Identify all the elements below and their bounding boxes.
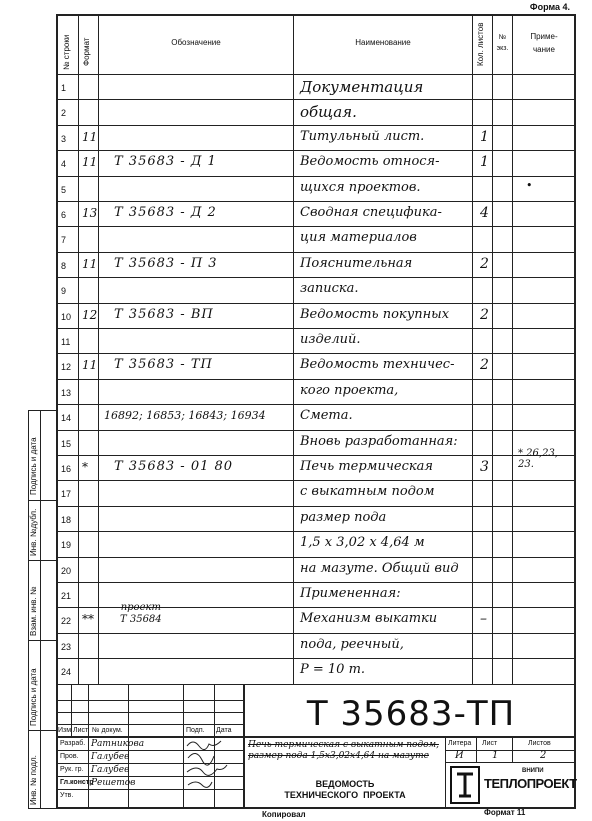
row-kol: 1 <box>480 154 489 171</box>
org-name: ТЕПЛОПРОЕКТ <box>484 776 577 791</box>
side-inv-dubl: Инв. №дубл. <box>29 508 38 556</box>
row-naimenovanie: записка. <box>300 281 359 297</box>
table-row <box>56 100 576 125</box>
row-format: 13 <box>82 206 98 220</box>
header-naimenovanie: Наименование <box>355 38 411 47</box>
row-naimenovanie: Ведомость техничес- <box>300 357 455 373</box>
row-oboznachenie: 16892; 16853; 16843; 16934 <box>104 409 266 423</box>
header-ekz: № экз. <box>496 34 509 52</box>
table-row <box>56 227 576 252</box>
row-number: 23 <box>61 641 72 652</box>
kopiroval-label: Копировал <box>262 810 306 819</box>
stamp-list-h: Лист <box>482 740 498 747</box>
row-naimenovanie: размер пода <box>300 509 387 525</box>
table-row <box>56 558 576 583</box>
row-number: 2 <box>61 108 67 119</box>
stamp-doc-title: ВЕДОМОСТЬ ТЕХНИЧЕСКОГО ПРОЕКТА <box>284 779 406 800</box>
row-naimenovanie: изделий. <box>300 332 361 347</box>
row-number: 24 <box>61 667 72 678</box>
table-row <box>56 253 576 278</box>
role-utv: Утв. <box>60 792 74 799</box>
header-row-number: № строки <box>62 34 71 70</box>
row-oboznachenie: Т 35683 - П 3 <box>114 255 218 271</box>
row-format: 11 <box>82 155 98 170</box>
row-number: 11 <box>61 337 71 347</box>
row-oboznachenie: Т 35683 - 01 80 <box>114 459 234 474</box>
table-row <box>56 634 576 659</box>
row-kol: 3 <box>480 459 489 475</box>
header-format: Формат <box>82 37 91 66</box>
side-podpis-data-1: Подпись и дата <box>29 437 38 495</box>
header-primechanie: Приме- чание <box>530 32 558 54</box>
row-naimenovanie: 1,5 х 3,02 х 4,64 м <box>300 535 425 551</box>
row-format: 11 <box>82 129 98 144</box>
row-kol: 2 <box>480 306 489 323</box>
row-oboznachenie: Т 35683 - Д 2 <box>114 205 217 220</box>
row-number: 5 <box>61 184 67 195</box>
row-naimenovanie: на мазуте. Общий вид <box>300 560 459 576</box>
row-naimenovanie: Вновь разработанная: <box>300 433 458 449</box>
row-naimenovanie: Титульный лист. <box>300 128 425 144</box>
row-number: 3 <box>61 133 67 144</box>
teploproekt-logo-icon <box>450 766 480 804</box>
forma-label-top: Форма 4. <box>529 2 570 12</box>
row-number: 21 <box>61 591 72 601</box>
stamp-data: Дата <box>216 727 232 734</box>
stamp-product-title: Печь термическая с выкатным подом, размер пода 1,5х3,02х4,64 на мазуте <box>248 740 439 761</box>
name-razrab: Ратникова <box>91 739 145 749</box>
stamp-code: Т 35683-ТП <box>306 694 516 734</box>
row-number: 22 <box>61 616 72 627</box>
row-number: 6 <box>61 210 67 220</box>
row-naimenovanie: Ведомость относя- <box>300 154 440 170</box>
table-row <box>56 602 576 633</box>
row-naimenovanie: Пояснительная <box>300 255 413 271</box>
stamp-podp: Подп. <box>186 727 205 734</box>
forma-label-bottom: Формат 11 <box>484 808 526 817</box>
role-gl-konstr: Гл.констр <box>60 779 94 786</box>
row-naimenovanie: Ведомость покупных <box>300 306 450 322</box>
side-podpis-data-2: Подпись и дата <box>29 668 38 726</box>
row-number: 16 <box>61 464 72 474</box>
table-row <box>56 202 576 227</box>
table-row <box>56 151 576 176</box>
role-ruk-gr: Рук. гр. <box>60 766 84 773</box>
row-oboznachenie: Т 35683 - ТП <box>114 357 213 373</box>
row-number: 13 <box>61 387 72 398</box>
row-naimenovanie: кого проекта, <box>300 382 399 398</box>
row-naimenovanie: Р = 10 т. <box>300 662 366 678</box>
row-naimenovanie: Смета. <box>300 408 353 424</box>
table-row <box>56 329 576 354</box>
table-row <box>56 532 576 557</box>
row-primechanie: • <box>526 178 533 192</box>
org-small: ВНИПИ <box>522 768 544 774</box>
row-kol: – <box>480 611 487 628</box>
row-number: 14 <box>61 413 72 424</box>
stamp-litera-value: И <box>455 750 464 761</box>
row-format: ** <box>82 612 94 627</box>
stamp-list: Лист <box>73 727 89 734</box>
stamp-list-value: 1 <box>492 750 499 761</box>
table-row <box>56 507 576 532</box>
frame-top <box>56 14 576 16</box>
stamp-litera: Литера <box>448 740 472 747</box>
header-kol-listov: Кол. листов <box>476 22 485 66</box>
table-row <box>56 304 576 329</box>
row-naimenovanie: щихся проектов. <box>300 179 421 195</box>
header-oboznachenie: Обозначение <box>171 38 221 47</box>
row-naimenovanie: Печь термическая <box>300 459 434 474</box>
row-naimenovanie: пода, реечный, <box>300 636 404 652</box>
row-format: * <box>82 460 88 474</box>
stamp-dokum: № докум. <box>92 727 123 734</box>
row-kol: 1 <box>480 128 489 145</box>
row-number: 12 <box>61 362 72 373</box>
stamp-listov-value: 2 <box>540 750 547 761</box>
table-row <box>56 380 576 405</box>
row-oboznachenie: проект Т 35684 <box>120 602 162 626</box>
table-row <box>56 75 576 100</box>
name-ruk-gr: Галубев <box>91 765 130 775</box>
row-naimenovanie: общая. <box>300 103 357 122</box>
row-naimenovanie: с выкатным подом <box>300 484 435 500</box>
row-number: 7 <box>61 235 67 246</box>
row-number: 18 <box>61 514 72 525</box>
row-number: 20 <box>61 565 72 576</box>
role-razrab: Разраб. <box>60 740 86 747</box>
row-number: 1 <box>61 83 67 93</box>
row-kol: 4 <box>480 205 489 221</box>
row-number: 4 <box>61 159 67 170</box>
row-format: 11 <box>82 358 98 373</box>
side-inv-podl: Инв. № подл. <box>29 755 38 805</box>
role-prov: Пров. <box>60 753 79 760</box>
row-number: 15 <box>61 438 72 449</box>
signatures <box>184 738 244 794</box>
row-format: 12 <box>82 307 98 322</box>
row-primechanie: * 26,23, 23. <box>518 448 558 470</box>
row-number: 8 <box>61 260 67 271</box>
name-gl-konstr: Решетов <box>91 778 136 788</box>
row-oboznachenie: Т 35683 - ВП <box>114 306 214 322</box>
row-kol: 2 <box>480 357 489 374</box>
row-number: 10 <box>61 311 72 322</box>
row-naimenovanie: Механизм выкатки <box>300 611 438 627</box>
table-row <box>56 278 576 303</box>
row-naimenovanie: Сводная специфика- <box>300 205 442 220</box>
table-row <box>56 431 576 456</box>
table-row <box>56 126 576 151</box>
side-vzam-inv: Взам. инв. № <box>29 586 38 636</box>
table-row <box>56 448 576 481</box>
name-prov: Галубев <box>91 752 130 762</box>
stamp-listov: Листов <box>528 740 551 747</box>
table-row <box>56 354 576 379</box>
row-oboznachenie: Т 35683 - Д 1 <box>114 154 217 170</box>
row-number: 17 <box>61 489 72 500</box>
table-row <box>56 405 576 430</box>
row-naimenovanie: ция материалов <box>300 230 417 246</box>
stamp-izm: Изм <box>58 727 72 734</box>
row-naimenovanie: Документация <box>300 78 424 96</box>
table-row <box>56 177 576 202</box>
row-number: 19 <box>61 540 72 551</box>
row-kol: 2 <box>480 255 489 272</box>
table-row <box>56 659 576 684</box>
row-naimenovanie: Примененная: <box>300 586 401 601</box>
row-number: 9 <box>61 286 67 297</box>
row-format: 11 <box>82 256 98 271</box>
table-row <box>56 481 576 506</box>
